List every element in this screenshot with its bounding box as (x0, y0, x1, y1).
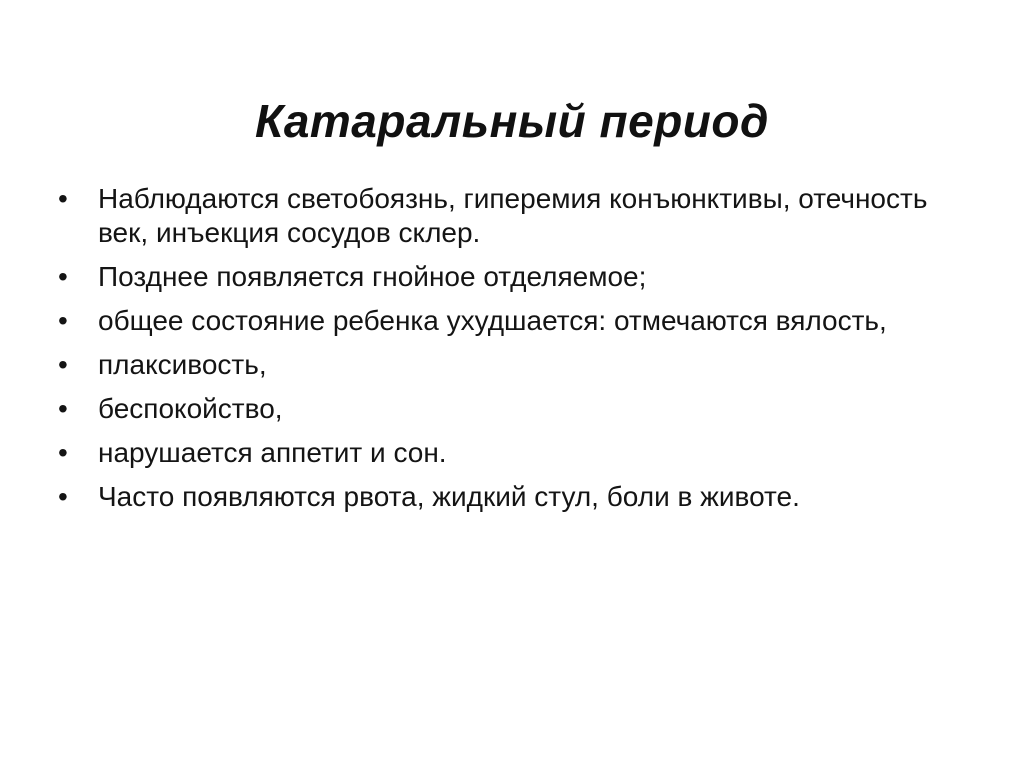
bullet-text: беспокойство, (98, 393, 283, 424)
bullet-item (58, 392, 958, 426)
bullet-text: плаксивость, (98, 349, 267, 380)
bullet-list (58, 182, 958, 524)
bullet-text: общее состояние ребенка ухудшается: отмечаются вялость, (98, 305, 887, 336)
bullet-item (58, 480, 958, 514)
bullet-item (58, 182, 958, 250)
bullet-dot-icon: • (58, 183, 68, 214)
bullet-item (58, 348, 958, 382)
bullet-text: Позднее появляется гнойное отделяемое; (98, 261, 647, 292)
bullet-dot-icon: • (58, 481, 68, 512)
bullet-item (58, 436, 958, 470)
bullet-dot-icon: • (58, 393, 68, 424)
bullet-dot-icon: • (58, 437, 68, 468)
bullet-item (58, 304, 958, 338)
bullet-dot-icon: • (58, 349, 68, 380)
slide-title: Катаральный период (255, 94, 769, 147)
bullet-dot-icon: • (58, 305, 68, 336)
bullet-item (58, 260, 958, 294)
bullet-text: нарушается аппетит и сон. (98, 437, 447, 468)
bullet-text: Наблюдаются светобоязнь, гиперемия конъюнктивы, отечность век, инъекция сосудов склер. (98, 183, 928, 248)
bullet-dot-icon: • (58, 261, 68, 292)
bullet-text: Часто появляются рвота, жидкий стул, боли в животе. (98, 481, 800, 512)
